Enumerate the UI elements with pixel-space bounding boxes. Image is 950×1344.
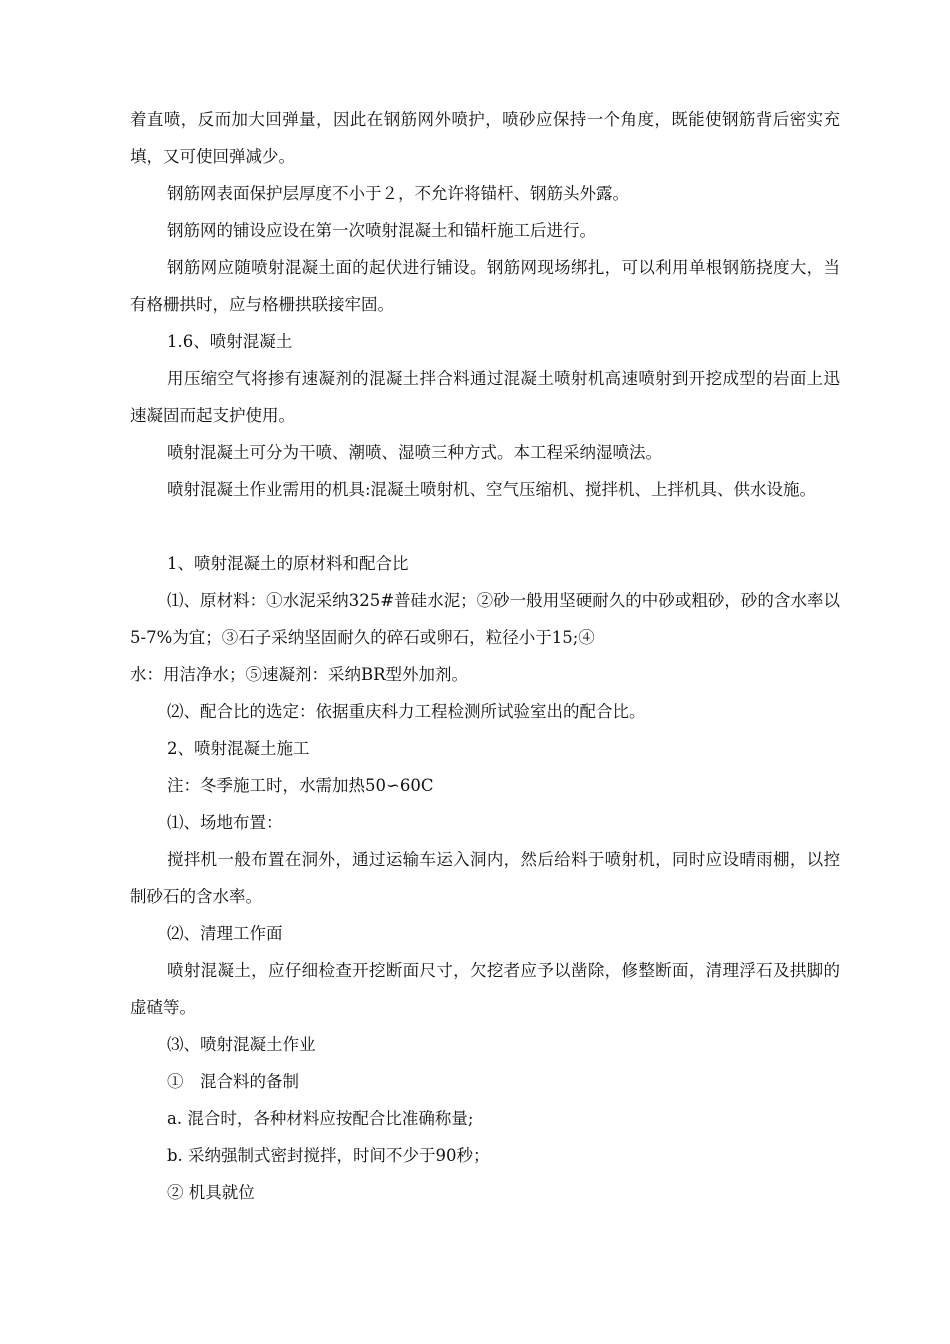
subheading-mixture-preparation: ① 混合料的备制 [167,1072,299,1091]
section-heading-shotcrete: 1.6、喷射混凝土 [167,332,293,351]
paragraph-mix-ratio: ⑵、配合比的选定：依据重庆科力工程检测所试验室出的配合比。 [167,702,646,721]
paragraph-winter-note: 注：冬季施工时，水需加热50∽60C [167,776,434,795]
paragraph-cover-thickness: 钢筋网表面保护层厚度不小于２，不允许将锚杆、钢筋头外露。 [167,184,629,203]
paragraph-rebar-spraying: 着直喷，反而加大回弹量，因此在钢筋网外喷护，喷砂应保持一个角度，既能使钢筋背后密实充填，又可使回弹减少。 [130,110,840,166]
paragraph-mesh-laying-timing: 钢筋网的铺设应设在第一次喷射混凝土和锚杆施工后进行。 [167,221,596,240]
subheading-equipment-positioning: ② 机具就位 [167,1183,255,1202]
paragraph-shotcrete-definition: 用压缩空气将掺有速凝剂的混凝土拌合料通过混凝土喷射机高速喷射到开挖成型的岩面上迅速凝固而起支护使用。 [130,369,840,425]
list-item-a-weighing: a. 混合时，各种材料应按配合比准确称量; [167,1109,474,1128]
subheading-clean-face: ⑵、清理工作面 [167,924,283,943]
paragraph-inspect-section: 喷射混凝土，应仔细检查开挖断面尺寸，欠挖者应予以凿除，修整断面，清理浮石及拱脚的虚碴等。 [130,961,840,1017]
list-item-b-mixing: b. 采纳强制式密封搅拌，时间不少于90秒； [167,1146,490,1165]
subheading-shotcrete-construction: 2、喷射混凝土施工 [167,739,310,758]
paragraph-equipment: 喷射混凝土作业需用的机具:混凝土喷射机、空气压缩机、搅拌机、上拌机具、供水设施。 [167,480,817,499]
paragraph-spraying-methods: 喷射混凝土可分为干喷、潮喷、湿喷三种方式。本工程采纳湿喷法。 [167,443,662,462]
paragraph-raw-materials-continued: 水：用洁净水；⑤速凝剂：采纳BR型外加剂。 [130,665,469,684]
subheading-site-layout: ⑴、场地布置： [167,813,283,832]
subheading-materials-mix: 1、喷射混凝土的原材料和配合比 [167,554,409,573]
paragraph-mixer-layout: 搅拌机一般布置在洞外，通过运输车运入洞内，然后给料于喷射机，同时应设晴雨棚，以控制砂石的含水率。 [130,850,840,906]
paragraph-mesh-laying-method: 钢筋网应随喷射混凝土面的起伏进行铺设。钢筋网现场绑扎，可以利用单根钢筋挠度大，当有格栅拱时，应与格栅拱联接牢固。 [130,258,840,314]
subheading-shotcrete-operation: ⑶、喷射混凝土作业 [167,1035,316,1054]
paragraph-raw-materials: ⑴、原材料：①水泥采纳325#普硅水泥；②砂一般用坚硬耐久的中砂或粗砂，砂的含水率以5-7%为宜；③石子采纳坚固耐久的碎石或卵石，粒径小于15;④ [130,591,840,647]
